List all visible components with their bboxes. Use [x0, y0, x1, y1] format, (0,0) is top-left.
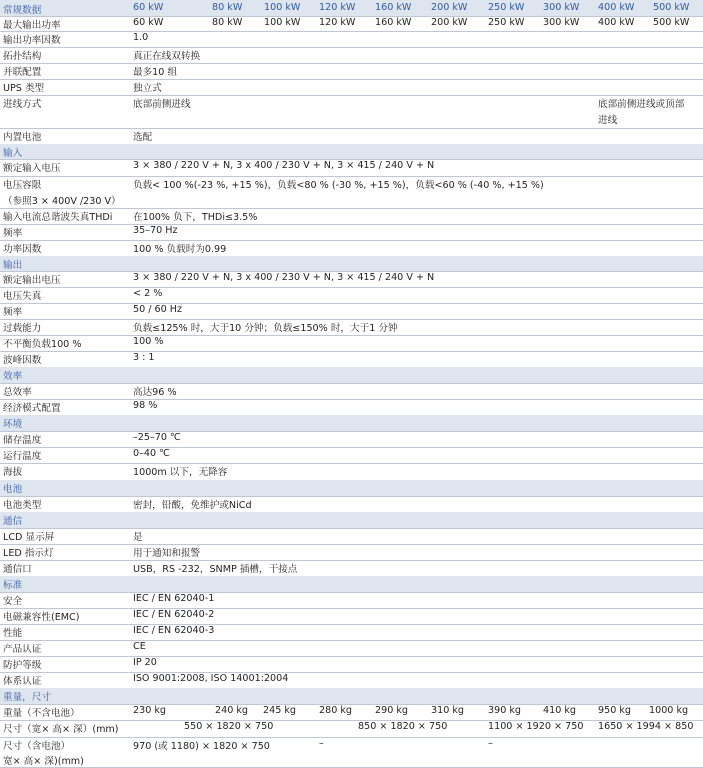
row-label: 过载能力 — [3, 323, 42, 334]
row-label: 进线方式 — [3, 99, 42, 110]
row-dimensions-with-battery — [0, 737, 703, 768]
cell: 1650 × 1994 × 850 — [598, 721, 694, 732]
model-100kw: 100 kW — [264, 2, 301, 13]
section-title: 环境 — [3, 419, 23, 430]
section-title: 效率 — [3, 371, 23, 382]
row-label: 电磁兼容性(EMC) — [3, 612, 80, 623]
model-80kw: 80 kW — [212, 2, 243, 13]
cell: 0–40 ℃ — [133, 448, 170, 459]
row-operating-temp — [0, 447, 703, 464]
row-input-frequency — [0, 224, 703, 241]
cell: 独立式 — [133, 83, 162, 94]
row-storage-temp — [0, 431, 703, 448]
cell: 1.0 — [133, 32, 149, 43]
section-weight-dimensions — [0, 688, 703, 705]
section-environment — [0, 415, 703, 432]
cell: 100 % 负载时为0.99 — [133, 244, 227, 255]
cell: 80 kW — [212, 17, 243, 28]
section-efficiency — [0, 367, 703, 384]
row-thdi — [0, 208, 703, 225]
cell: 290 kg — [375, 705, 409, 716]
cell: 最多10 组 — [133, 67, 178, 78]
cell: 160 kW — [375, 17, 412, 28]
cell: 3 : 1 — [133, 352, 155, 363]
cell: 120 kW — [319, 17, 356, 28]
row-label: 尺寸（含电池） — [3, 741, 71, 752]
table-title: 常规数据 — [3, 5, 42, 16]
cell: 250 kW — [488, 17, 525, 28]
row-comm-ports — [0, 560, 703, 577]
row-label: 输入电流总谐波失真THDi — [3, 212, 113, 223]
cell: 400 kW — [598, 17, 635, 28]
row-input-pf — [0, 240, 703, 257]
model-400kw: 400 kW — [598, 2, 635, 13]
row-safety — [0, 592, 703, 609]
row-label: LED 指示灯 — [3, 548, 54, 559]
row-voltage-tolerance — [0, 176, 703, 209]
row-label: 性能 — [3, 628, 23, 639]
row-output-frequency — [0, 303, 703, 320]
model-60kw: 60 kW — [133, 2, 164, 13]
cell: 300 kW — [543, 17, 580, 28]
row-label: 体系认证 — [3, 676, 42, 687]
section-title: 输出 — [3, 260, 23, 271]
cell: 98 % — [133, 400, 158, 411]
cell: 负载< 100 %(-23 %, +15 %)，负载<80 % (-30 %, +15 %)，负载<60 % (-40 %, +15 %) — [133, 180, 544, 191]
row-crest-factor — [0, 351, 703, 368]
section-communication — [0, 512, 703, 529]
cell: 500 kW — [653, 17, 690, 28]
cell: 在100% 负下，THDi≤3.5% — [133, 212, 258, 223]
row-label: 波峰因数 — [3, 355, 42, 366]
cell: 1000m 以下，无降容 — [133, 467, 228, 478]
section-standards — [0, 576, 703, 593]
cell: 负载≤125% 时，大于10 分钟；负载≤150% 时，大于1 分钟 — [133, 323, 398, 334]
section-title: 输入 — [3, 148, 23, 159]
row-altitude — [0, 463, 703, 481]
cell: 950 kg — [598, 705, 632, 716]
section-battery — [0, 480, 703, 497]
model-120kw: 120 kW — [319, 2, 356, 13]
row-performance — [0, 624, 703, 641]
row-eco-mode — [0, 399, 703, 416]
cell: 底部前侧进线 — [133, 99, 191, 110]
cell: 550 × 1820 × 750 — [184, 721, 274, 732]
row-label: 海拔 — [3, 467, 23, 478]
cell: 50 / 60 Hz — [133, 304, 183, 315]
cell: IEC / EN 62040-3 — [133, 625, 215, 636]
row-unbalanced-load — [0, 335, 703, 352]
row-label: LCD 显示屏 — [3, 532, 55, 543]
row-label: 通信口 — [3, 564, 32, 575]
row-label: 内置电池 — [3, 132, 42, 143]
row-protection-class — [0, 656, 703, 673]
cell: 1000 kg — [649, 705, 689, 716]
cell: 60 kW — [133, 17, 164, 28]
row-label: 运行温度 — [3, 451, 42, 462]
cell: –25–70 ℃ — [133, 432, 181, 443]
row-battery-type — [0, 496, 703, 513]
row-product-cert — [0, 640, 703, 657]
section-title: 通信 — [3, 516, 23, 527]
cell: 410 kg — [543, 705, 577, 716]
row-topology — [0, 47, 703, 64]
row-label: 总效率 — [3, 387, 32, 398]
model-500kw: 500 kW — [653, 2, 690, 13]
cell: 280 kg — [319, 705, 353, 716]
cell: ISO 9001:2008, ISO 14001:2004 — [133, 673, 289, 684]
cell: 100 % — [133, 336, 164, 347]
cell: 真正在线双转换 — [133, 51, 201, 62]
row-label: 输出功率因数 — [3, 35, 61, 46]
model-160kw: 160 kW — [375, 2, 412, 13]
cell: 3 × 380 / 220 V + N, 3 x 400 / 230 V + N, 3 × 415 / 240 V + N — [133, 160, 435, 171]
row-system-cert — [0, 672, 703, 689]
cell: 310 kg — [431, 705, 465, 716]
row-lcd — [0, 528, 703, 545]
model-200kw: 200 kW — [431, 2, 468, 13]
section-title: 电池 — [3, 484, 23, 495]
cell: 230 kg — [133, 705, 167, 716]
row-label: 拓扑结构 — [3, 51, 42, 62]
row-label: 功率因数 — [3, 244, 42, 255]
row-label: 产品认证 — [3, 644, 42, 655]
cell: 进线 — [598, 115, 618, 126]
row-ups-type — [0, 79, 703, 96]
row-total-efficiency — [0, 383, 703, 400]
row-label: 重量（不含电池） — [3, 708, 80, 719]
row-max-output — [0, 16, 703, 32]
cell: 3 × 380 / 220 V + N, 3 x 400 / 230 V + N, 3 × 415 / 240 V + N — [133, 272, 435, 283]
row-label: 安全 — [3, 596, 23, 607]
cell: – — [319, 738, 324, 749]
cell: 密封，铅酸，免维护或NiCd — [133, 500, 252, 511]
cell: 高达96 % — [133, 387, 177, 398]
row-parallel — [0, 63, 703, 80]
row-label: 额定输入电压 — [3, 163, 61, 174]
cell: 200 kW — [431, 17, 468, 28]
row-label: 最大输出功率 — [3, 20, 61, 31]
cell: 390 kg — [488, 705, 522, 716]
row-sublabel: （参照3 × 400V /230 V） — [3, 196, 121, 207]
row-label: 经济模式配置 — [3, 403, 61, 414]
cell: CE — [133, 641, 146, 652]
cell: 底部前侧进线或顶部 — [598, 99, 685, 110]
cell: 1100 × 1920 × 750 — [488, 721, 584, 732]
section-title: 重量，尺寸 — [3, 692, 51, 703]
row-weight — [0, 704, 703, 721]
row-output-voltage — [0, 271, 703, 288]
row-label: 并联配置 — [3, 67, 42, 78]
cell: 是 — [133, 532, 143, 543]
cell: 选配 — [133, 132, 153, 143]
row-overload — [0, 319, 703, 336]
row-label: 尺寸（宽× 高× 深）(mm) — [3, 724, 119, 735]
cell: < 2 % — [133, 288, 163, 299]
section-output — [0, 256, 703, 272]
model-250kw: 250 kW — [488, 2, 525, 13]
cell: 970 (或 1180) × 1820 × 750 — [133, 741, 270, 752]
cell: 100 kW — [264, 17, 301, 28]
section-title: 标准 — [3, 580, 23, 591]
model-300kw: 300 kW — [543, 2, 580, 13]
row-label: 频率 — [3, 228, 23, 239]
row-voltage-distortion — [0, 287, 703, 304]
cell: IEC / EN 62040-2 — [133, 609, 215, 620]
cell: 35–70 Hz — [133, 225, 178, 236]
row-label: 储存温度 — [3, 435, 42, 446]
row-emc — [0, 608, 703, 625]
cell: 240 kg — [215, 705, 249, 716]
row-sublabel: 宽× 高× 深)(mm) — [3, 756, 84, 767]
section-input — [0, 144, 703, 160]
row-cable-entry — [0, 95, 703, 129]
row-label: UPS 类型 — [3, 83, 45, 94]
row-label: 不平衡负载100 % — [3, 339, 82, 350]
row-output-pf — [0, 31, 703, 48]
row-label: 电池类型 — [3, 500, 42, 511]
row-internal-battery — [0, 128, 703, 145]
cell: 245 kg — [263, 705, 297, 716]
cell: IP 20 — [133, 657, 157, 668]
row-led — [0, 544, 703, 561]
row-label: 频率 — [3, 307, 23, 318]
row-input-voltage — [0, 159, 703, 177]
cell: 用于通知和报警 — [133, 548, 201, 559]
row-dimensions — [0, 720, 703, 738]
cell: USB，RS -232，SNMP 插槽，干接点 — [133, 564, 298, 575]
row-label: 防护等级 — [3, 660, 42, 671]
cell: 850 × 1820 × 750 — [358, 721, 448, 732]
spec-table-header — [0, 0, 703, 17]
cell: IEC / EN 62040-1 — [133, 593, 215, 604]
row-label: 电压失真 — [3, 291, 42, 302]
cell: – — [488, 738, 493, 749]
row-label: 电压容限 — [3, 180, 42, 191]
row-label: 额定输出电压 — [3, 275, 61, 286]
